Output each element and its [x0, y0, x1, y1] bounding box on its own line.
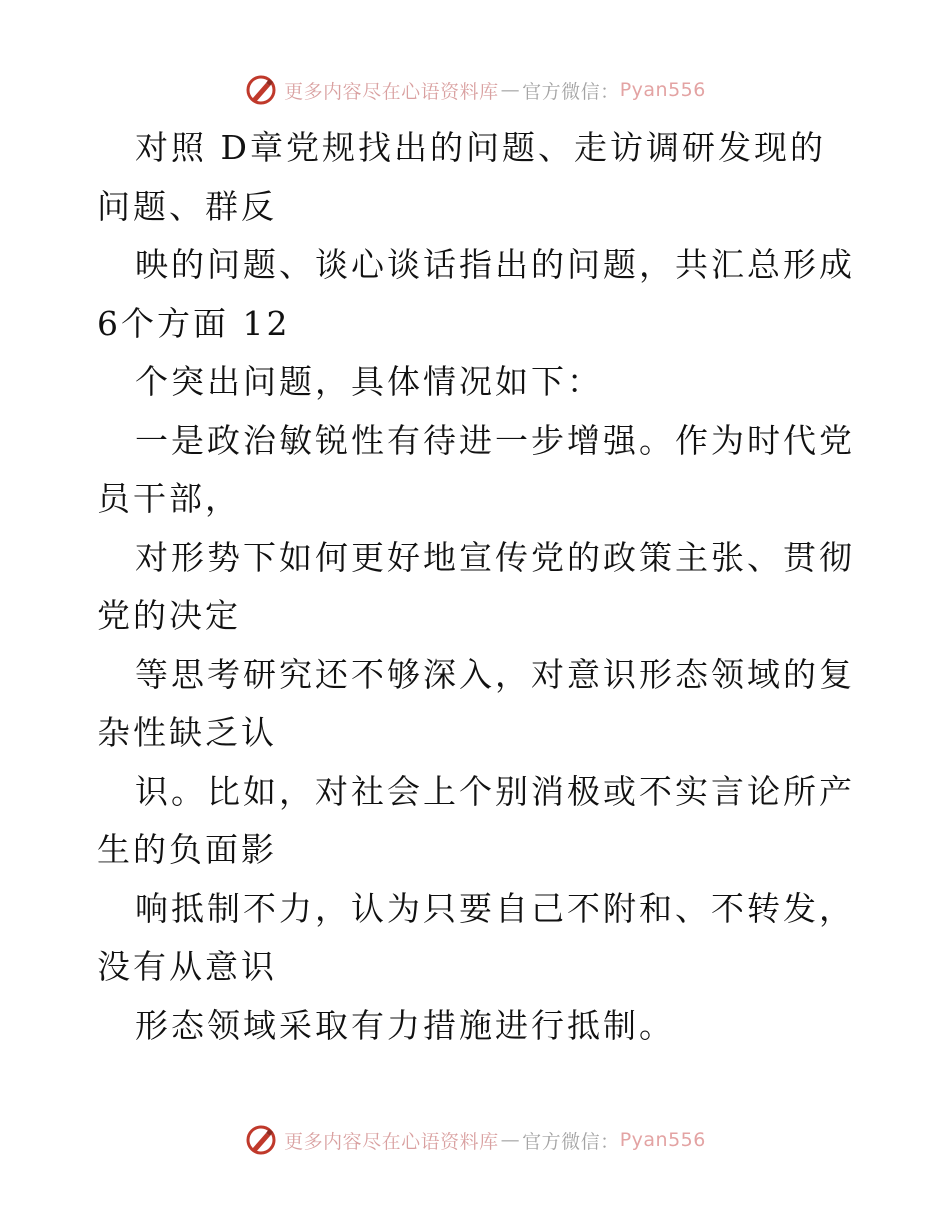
- watermark-separator: —: [500, 79, 521, 101]
- paragraph-9: 形态领域采取有力措施进行抵制。: [135, 1005, 675, 1045]
- watermark-official-label: 官方微信：: [522, 1130, 620, 1153]
- footer-watermark: [0, 1120, 950, 1160]
- paragraph-8: 响抵制不力，认为只要自己不附和、不转发，没有从意识: [97, 888, 855, 986]
- red-pen-logo-icon: [244, 1123, 278, 1157]
- watermark-account: Pyan556: [619, 79, 706, 101]
- watermark-text: [284, 77, 706, 104]
- paragraph-6: 等思考研究还不够深入，对意识形态领域的复杂性缺乏认: [97, 654, 855, 752]
- watermark-promo: 更多内容尽在心语资料库: [284, 80, 499, 103]
- watermark-official-label: 官方微信：: [522, 80, 620, 103]
- watermark-separator: —: [500, 1129, 521, 1151]
- watermark-promo: 更多内容尽在心语资料库: [284, 1130, 499, 1153]
- paragraph-3: 个突出问题，具体情况如下：: [135, 362, 603, 401]
- paragraph-5: 对形势下如何更好地宣传党的政策主张、贯彻党的决定: [97, 537, 855, 635]
- paragraph-7: 识。比如，对社会上个别消极或不实言论所产生的负面影: [97, 771, 855, 869]
- watermark-text: [284, 1127, 706, 1154]
- paragraph-4: 一是政治敏锐性有待进一步增强。作为时代党员干部，: [97, 420, 855, 518]
- document-body: [97, 119, 857, 1055]
- paragraph-2: 映的问题、谈心谈话指出的问题，共汇总形成 6个方面 12: [97, 245, 855, 343]
- watermark-account: Pyan556: [619, 1129, 706, 1151]
- paragraph-1: 对照 D章党规找出的问题、走访调研发现的问题、群反: [97, 128, 826, 226]
- header-watermark: [0, 70, 950, 110]
- red-pen-logo-icon: [244, 73, 278, 107]
